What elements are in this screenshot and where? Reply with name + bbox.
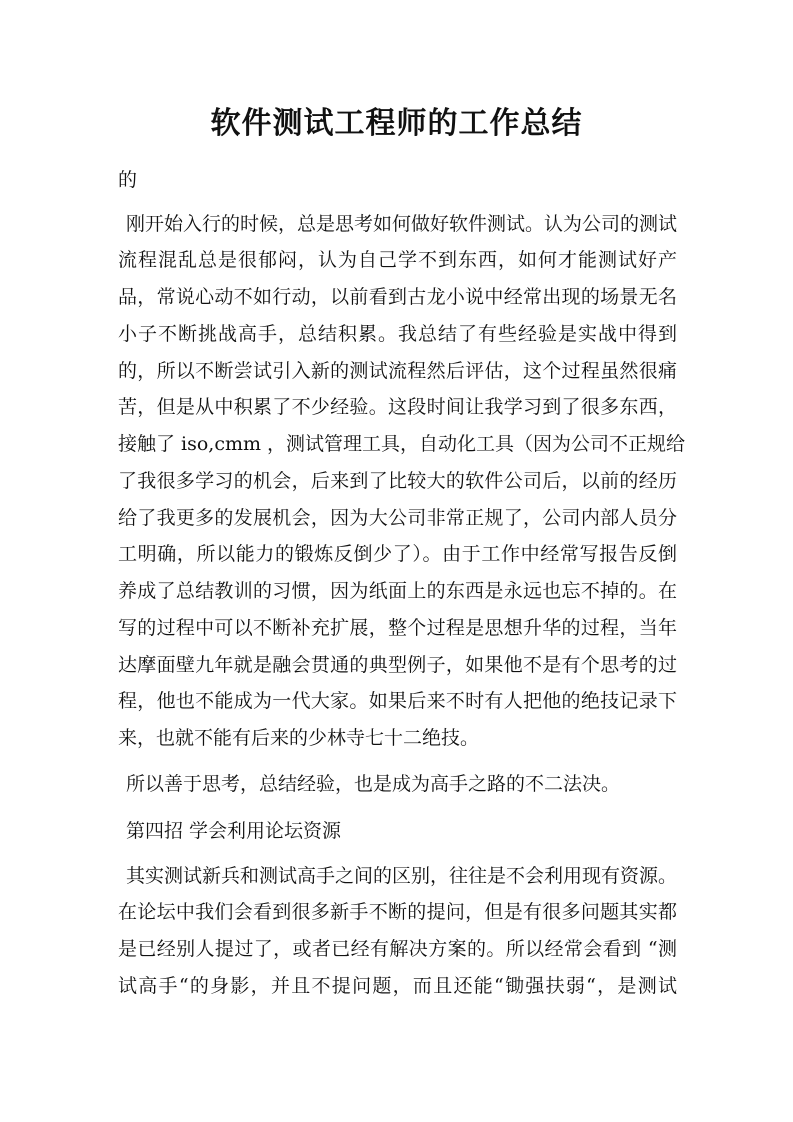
paragraph-line: 在论坛中我们会看到很多新手不断的提问，但是有很多问题其实都 [118,901,677,923]
paragraph-line: 试高手“的身影，并且不提问题，而且还能“锄强扶弱“，是测试 [118,975,677,997]
paragraph-line: 品，常说心动不如行动，以前看到古龙小说中经常出现的场景无名 [118,286,677,308]
paragraph-line: 了我很多学习的机会，后来到了比较大的软件公司后，以前的经历 [118,470,677,492]
paragraph-line: 流程混乱总是很郁闷，认为自己学不到东西，如何才能测试好产 [118,249,677,271]
paragraph-line: 写的过程中可以不断补充扩展，整个过程是思想升华的过程，当年 [118,617,677,639]
paragraph-line: 的，所以不断尝试引入新的测试流程然后评估，这个过程虽然很痛 [118,360,677,382]
paragraph-line: 苦，但是从中积累了不少经验。这段时间让我学习到了很多东西， [118,396,677,418]
paragraph-line: 养成了总结教训的习惯，因为纸面上的东西是永远也忘不掉的。在 [118,580,677,602]
paragraph-line: 程，他也不能成为一代大家。如果后来不时有人把他的绝技记录下 [118,690,677,712]
document-title: 软件测试工程师的工作总结 [210,106,583,141]
paragraph-line: 刚开始入行的时候，总是思考如何做好软件测试。认为公司的测试 [126,213,678,235]
paragraph-line: 达摩面壁九年就是融会贯通的典型例子，如果他不是有个思考的过 [118,654,677,676]
paragraph-2: 所以善于思考，总结经验，也是成为高手之路的不二法决。 [126,773,621,795]
intro-text: 的 [118,169,138,191]
paragraph-line: 接触了 iso,cmm ，测试管理工具，自动化工具（因为公司不正规给 [118,433,686,455]
paragraph-line: 是已经别人提过了，或者已经有解决方案的。所以经常会看到 “测 [118,938,677,960]
paragraph-line: 工明确，所以能力的锻炼反倒少了）。由于工作中经常写报告反倒 [118,543,677,565]
section-heading: 第四招 学会利用论坛资源 [126,820,342,842]
paragraph-line: 给了我更多的发展机会，因为大公司非常正规了，公司内部人员分 [118,507,677,529]
paragraph-line: 来，也就不能有后来的少林寺七十二绝技。 [118,727,480,749]
paragraph-line: 其实测试新兵和测试高手之间的区别，往往是不会利用现有资源。 [126,865,678,887]
paragraph-line: 小子不断挑战高手，总结积累。我总结了有些经验是实战中得到 [118,323,677,345]
